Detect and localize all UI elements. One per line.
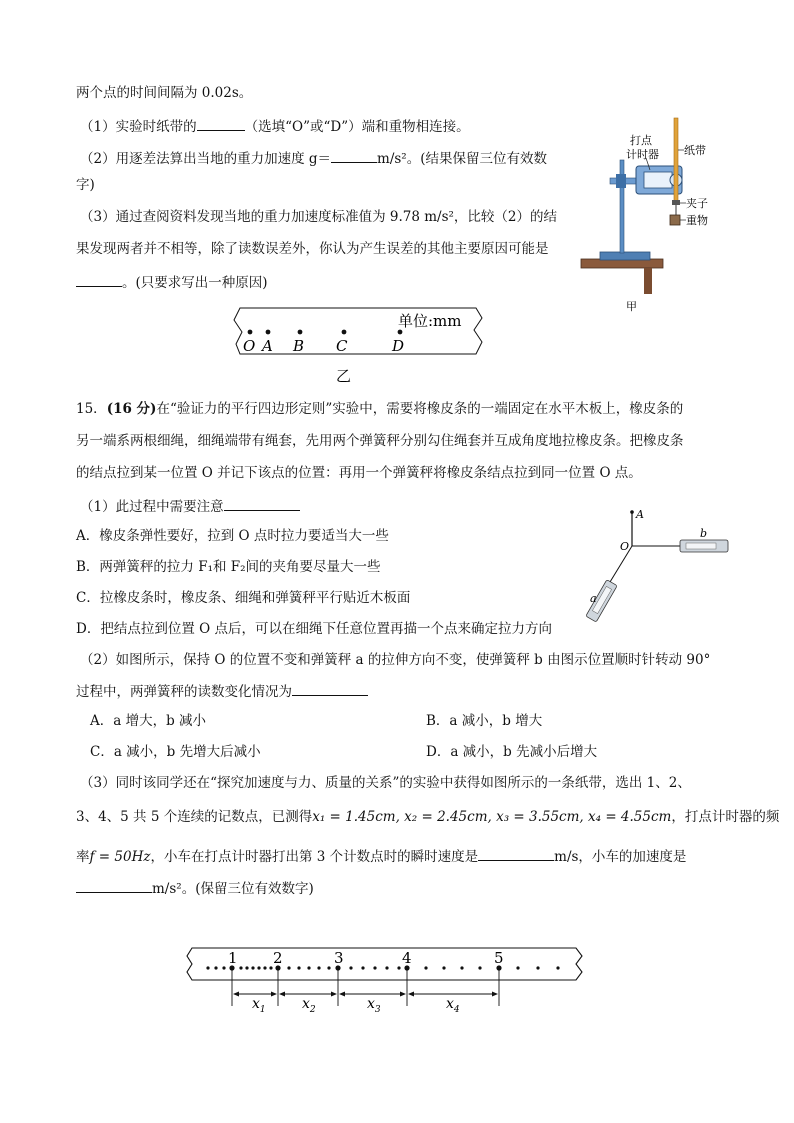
force-figure bbox=[580, 504, 740, 634]
q15-part3-measurements: x₁ = 1.45cm, x₂ = 2.45cm, x₃ = 3.55cm, x₄ = 4.55cm bbox=[312, 809, 672, 825]
segment-label-x2: $x_2$ bbox=[302, 996, 316, 1015]
q15-part2-option-D[interactable]: D．a 减小，b 先减小后增大 bbox=[426, 744, 598, 760]
q14-part2 bbox=[80, 148, 547, 168]
clamp-knob bbox=[616, 174, 626, 188]
q15-part3-text-c: 率 bbox=[76, 849, 90, 865]
q15-part1-text: （1）此过程中需要注意 bbox=[80, 499, 224, 515]
q14-part3-line1: （3）通过查阅资料发现当地的重力加速度标准值为 9.78 m/s²，比较（2）的结 bbox=[80, 209, 558, 225]
q14-part2-cont: 字) bbox=[76, 177, 95, 193]
q15-part3-line2 bbox=[76, 808, 779, 826]
q14-part1-suffix: （选填“O”或“D”）端和重物相连接。 bbox=[244, 119, 470, 135]
label-D: D bbox=[392, 337, 405, 355]
q15-part1-option-C[interactable]: C．拉橡皮条时，橡皮条、细绳和弹簧秤平行贴近木板面 bbox=[76, 590, 411, 606]
label-O: O bbox=[243, 337, 256, 355]
stand-pole bbox=[620, 160, 624, 253]
segment-x3-text: 3 bbox=[374, 1005, 381, 1015]
segment-x2-text: 2 bbox=[309, 1005, 316, 1015]
label-timer-2: 计时器 bbox=[626, 148, 659, 161]
weight bbox=[670, 215, 680, 225]
q14-part1-prefix: （1）实验时纸带的 bbox=[80, 119, 197, 135]
label-timer-1: 打点 bbox=[630, 134, 652, 147]
count-label-2: 2 bbox=[273, 949, 283, 967]
q15-part3-text-b: ，打点计时器的频 bbox=[671, 809, 780, 825]
count-label-1: 1 bbox=[228, 949, 238, 967]
label-A: A bbox=[262, 337, 273, 355]
apparatus-figure bbox=[580, 114, 720, 314]
q15-stem-text1: 在“验证力的平行四边形定则”实验中，需要将橡皮条的一端固定在水平木板上，橡皮条的 bbox=[156, 401, 684, 417]
q15-part3-text-d: ，小车在打点计时器打出第 3 个计数点时的瞬时速度是 bbox=[150, 849, 479, 865]
q15-part2-text: 过程中，两弹簧秤的读数变化情况为 bbox=[76, 684, 292, 700]
clip bbox=[672, 200, 680, 205]
q15-part1-option-A[interactable]: A．橡皮条弹性要好，拉到 O 点时拉力要适当大一些 bbox=[76, 528, 389, 544]
q15-part2-line1: （2）如图所示，保持 O 的位置不变和弹簧秤 a 的拉伸方向不变，使弹簧秤 b 由图示位置顺时针转动 90° bbox=[80, 652, 711, 668]
q15-part2-option-C[interactable]: C．a 减小，b 先增大后减小 bbox=[90, 744, 261, 760]
q15-part3-blank-acceleration[interactable] bbox=[76, 878, 152, 893]
q14-part3-line2: 果发现两者并不相等，除了读数误差外，你认为产生误差的其他主要原因可能是 bbox=[76, 241, 549, 257]
q15-part3-frequency: f = 50Hz bbox=[89, 849, 151, 865]
count-label-4: 4 bbox=[402, 949, 412, 967]
q15-part2-line2 bbox=[76, 681, 368, 701]
label-tape: 纸带 bbox=[684, 144, 706, 157]
tape-outline-2 bbox=[187, 948, 582, 980]
point-O bbox=[248, 330, 253, 335]
segment-label-x1: $x_1$ bbox=[252, 996, 266, 1015]
count-label-5: 5 bbox=[494, 949, 504, 967]
paper-tape bbox=[674, 118, 678, 204]
q15-part1-option-D[interactable]: D．把结点拉到位置 O 点后，可以在细绳下任意位置再描一个点来确定拉力方向 bbox=[76, 621, 552, 637]
q15-part2-blank[interactable] bbox=[292, 681, 368, 696]
q14-part1 bbox=[80, 116, 470, 136]
unit-label: 单位:mm bbox=[398, 312, 462, 330]
q14-part2-unit: m/s²。(结果保留三位有效数 bbox=[377, 151, 547, 167]
intro-line: 两个点的时间间隔为 0.02s。 bbox=[76, 85, 253, 101]
table-leg bbox=[644, 268, 652, 294]
q14-part1-blank[interactable] bbox=[197, 116, 245, 131]
tape-dots bbox=[206, 966, 559, 969]
label-weight: 重物 bbox=[686, 214, 708, 227]
label-fixed-A: A bbox=[636, 508, 644, 521]
q15-score: (16 分) bbox=[106, 401, 157, 417]
q15-part3-line3 bbox=[76, 846, 686, 866]
fixed-point-A bbox=[630, 510, 634, 514]
q15-part1-blank[interactable] bbox=[224, 496, 300, 511]
caption-jia: 甲 bbox=[626, 300, 637, 313]
q15-part1 bbox=[80, 496, 300, 516]
point-C bbox=[342, 330, 347, 335]
label-scale-b: b bbox=[700, 527, 708, 540]
segment-x1-text: 1 bbox=[259, 1005, 266, 1015]
q15-part3-line1: （3）同时该同学还在“探究加速度与力、质量的关系”的实验中获得如图所示的一条纸带，选出 1、2、 bbox=[80, 775, 691, 791]
stand-base bbox=[600, 252, 650, 260]
point-B bbox=[298, 330, 303, 335]
q15-part3-unit-velocity: m/s，小车的加速度是 bbox=[554, 849, 687, 865]
count-label-3: 3 bbox=[334, 949, 344, 967]
label-knot-O: O bbox=[620, 540, 630, 553]
dimension-lines bbox=[232, 968, 499, 1006]
q15-stem-line3: 的结点拉到某一位置 O 并记下该点的位置：再用一个弹簧秤将橡皮条结点拉到同一位置 O 点。 bbox=[76, 465, 642, 481]
q15-stem-line2: 另一端系两根细绳，细绳端带有绳套，先用两个弹簧秤分别勾住绳套并互成角度地拉橡皮条。把橡皮条 bbox=[76, 433, 684, 449]
segment-x4-text: 4 bbox=[453, 1005, 460, 1015]
caption-yi: 乙 bbox=[336, 367, 352, 385]
tape-figure-2 bbox=[180, 944, 588, 1022]
tape-figure-yi bbox=[228, 304, 488, 386]
spring-scale-b-window bbox=[686, 543, 716, 549]
q14-part2-blank[interactable] bbox=[331, 148, 377, 163]
q15-part2-option-A[interactable]: A．a 增大，b 减小 bbox=[90, 713, 207, 729]
label-C: C bbox=[336, 337, 348, 355]
segment-label-x4: $x_4$ bbox=[446, 996, 460, 1015]
timer-window bbox=[644, 172, 672, 188]
q15-part3-suffix: m/s²。(保留三位有效数字) bbox=[152, 881, 314, 897]
q15-part2-option-B[interactable]: B．a 减小，b 增大 bbox=[426, 713, 543, 729]
q15-part1-option-B[interactable]: B．两弹簧秤的拉力 F₁和 F₂间的夹角要尽量大一些 bbox=[76, 559, 381, 575]
point-A bbox=[266, 330, 271, 335]
q15-part3-blank-velocity[interactable] bbox=[478, 846, 554, 861]
segment-label-x3: $x_3$ bbox=[367, 996, 381, 1015]
q15-stem-line1 bbox=[76, 400, 683, 418]
q15-part3-text-a: 3、4、5 共 5 个连续的记数点，已测得 bbox=[76, 809, 313, 825]
q15-number: 15． bbox=[76, 401, 107, 417]
label-B: B bbox=[293, 337, 305, 355]
label-clip: 夹子 bbox=[686, 197, 708, 210]
q15-part3-line4 bbox=[76, 878, 314, 898]
q14-part3-blank[interactable] bbox=[76, 272, 122, 287]
q14-part3-line3 bbox=[76, 272, 268, 292]
label-scale-a: a bbox=[590, 592, 597, 605]
point-D bbox=[398, 330, 403, 335]
q14-part3-suffix: 。(只要求写出一种原因) bbox=[122, 275, 268, 291]
q14-part2-prefix: （2）用逐差法算出当地的重力加速度 g＝ bbox=[80, 151, 332, 167]
